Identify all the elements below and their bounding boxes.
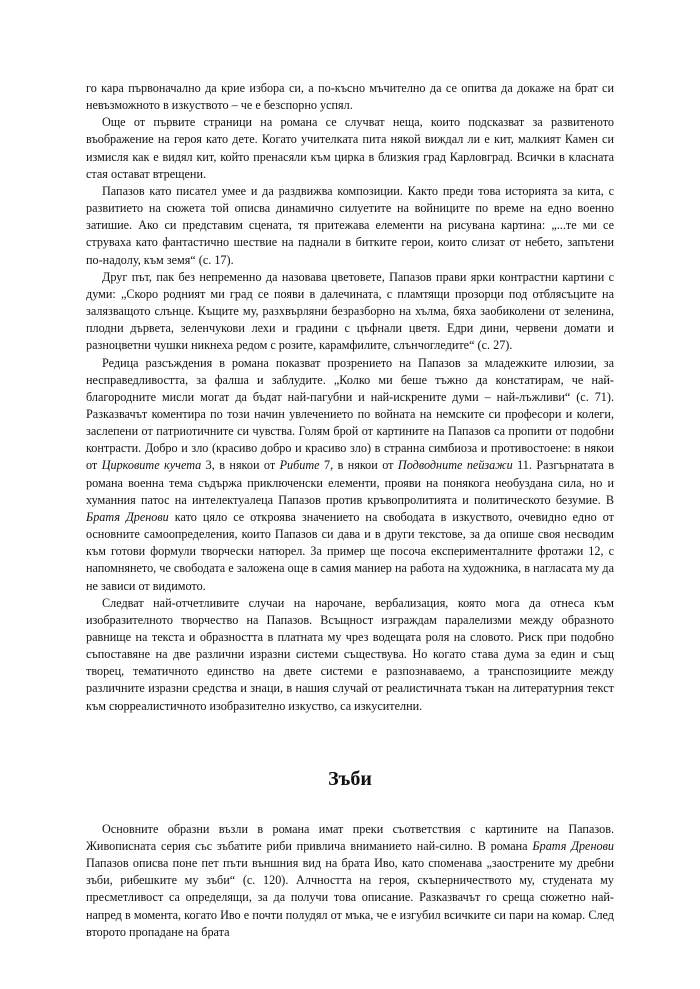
text-run: 7, в някои от xyxy=(319,458,398,473)
paragraph xyxy=(86,183,614,269)
paragraph xyxy=(86,114,614,183)
italic-title: Братя Дренови xyxy=(86,509,169,524)
text-run: 3, в някои от xyxy=(201,458,280,473)
text-run: като цяло се откроява значението на свободата в изкуството, очевидно едно от основните самоопределения, които Папазов си дава и в други текстове, за да опише своя несводим към готови формули творчески натюрел. За пример ще посоча експерименталните фротажи 12, с напомнянето, че свободата е заложена още в самия маниер на работа на художника, в нагласата му да не зависи от видимото. xyxy=(86,509,614,593)
italic-title: Цирковите кучета xyxy=(101,458,202,473)
italic-title: Подводните пейзажи xyxy=(397,458,513,473)
italic-title: Братя Дренови xyxy=(532,838,614,853)
text-run: Основните образни възли в романа имат преки съответствия с картините на Папазов. Живописната серия със зъбатите риби привлича вниманието най-силно. В романа xyxy=(86,821,614,853)
text-run: 11. Разгърнатата в романа военна тема съдържа приключенски елементи, прояви на понякога необуздана сила, но и хуманния патос на интелектуалеца Папазов против кръвопролитията и политическото безумие. В xyxy=(86,458,614,507)
text-run: Друг път, пак без непременно да назовава цветовете, Папазов прави ярки контрастни картини с думи: „Скоро родният ми град се появи в далечината, с пламтящи прозорци под отблясъците на залязващото слънце. Къщите му, разхвърляни безразборно на хълма, бяха заобиколени от зеленина, плодни дървета, зеленчукови лехи и градини с цъфнали цветя. Едри дини, червени домати и разноцветни чушки никнеха редом с розите, карамфилите, слънчогледите“ (с. 27). xyxy=(86,269,614,353)
italic-title: Рибите xyxy=(279,458,320,473)
text-run: Редица разсъждения в романа показват прозрението на Папазов за младежките илюзии, за несправедливостта, за фалша и заблудите. „Колко ми беше тъжно да констатирам, че най-благородните мисли могат да бъдат най-пагубни и най-искрените думи – най-лъжливи“ (с. 71). Разказвачът коментира по този начин увлечението по войната на немските си професори и колеги, заслепени от патриотичните си чувства. Голям брой от картините на Папазов са пропити от подобни контрасти. Добро и зло (красиво добро и красиво зло) в странна симбиоза и противостоене: в някои от xyxy=(86,355,614,473)
text-run: Папазов описва поне пет пъти външния вид на брата Иво, като споменава „заострените му дребни зъби, рибешките му зъби“ (с. 120). Алчността на героя, скъперничеството му, студената му пресметливост са определящи, за да получи това описание. Разказвачът го среща сюжетно най-напред в момента, когато Иво е почти полудял от мъка, че е изгубил всичките си пари на комар. След второто пропадане на брата xyxy=(86,856,614,939)
section-heading: Зъби xyxy=(328,767,372,790)
paragraph xyxy=(86,269,614,355)
paragraph xyxy=(86,355,614,595)
paragraph xyxy=(86,595,614,715)
text-run: Следват най-отчетливите случаи на нарочане, вербализация, която мога да отнеса към изобразителното творчество на Папазов. Всъщност изграждам паралелизми между образното равнище на текста и образността в платната му чрез водещата роля на словото. Риск при подобно съпоставяне на две различни изразни системи съществува. Но когато става дума за един и същ творец, тематичното единство на двете системи е разпознаваемо, а транспозициите между различните изразни средства и знаци, в нашия случай от реалистичната тъкан на литературния текст към сюрреалистичното изобразително изкуство, са изкусителни. xyxy=(86,595,614,713)
section-body-2 xyxy=(86,821,614,941)
text-run: Още от първите страници на романа се случват неща, които подсказват за развитеното въображение на героя като дете. Когато учителката пита някой виждал ли е кит, малкият Камен си измисля как е видял кит, който пренасяли към цирка в близкия град Карловград. Всички в класната стая остават втрещени. xyxy=(86,115,614,181)
paragraph xyxy=(86,821,614,941)
text-run: Папазов като писател умее и да раздвижва композиции. Както преди това историята за кита, с развитието на сюжета той описва динамично силуетите на войниците по време на едно военно затишие. Ако си представим сцената, тя притежава елементи на рисувана картина: „...те ми се струваха като фантастично шествие на паднали в битките герои, които слизат от небето, запътени по-надолу, към земя“ (с. 17). xyxy=(86,183,614,267)
section-body-1 xyxy=(86,80,614,715)
text-run: го кара първоначално да крие избора си, а по-късно мъчително да се опитва да докаже на брат си невъзможното в изкуството – че е безспорно успял. xyxy=(86,81,614,113)
paragraph xyxy=(86,80,614,114)
